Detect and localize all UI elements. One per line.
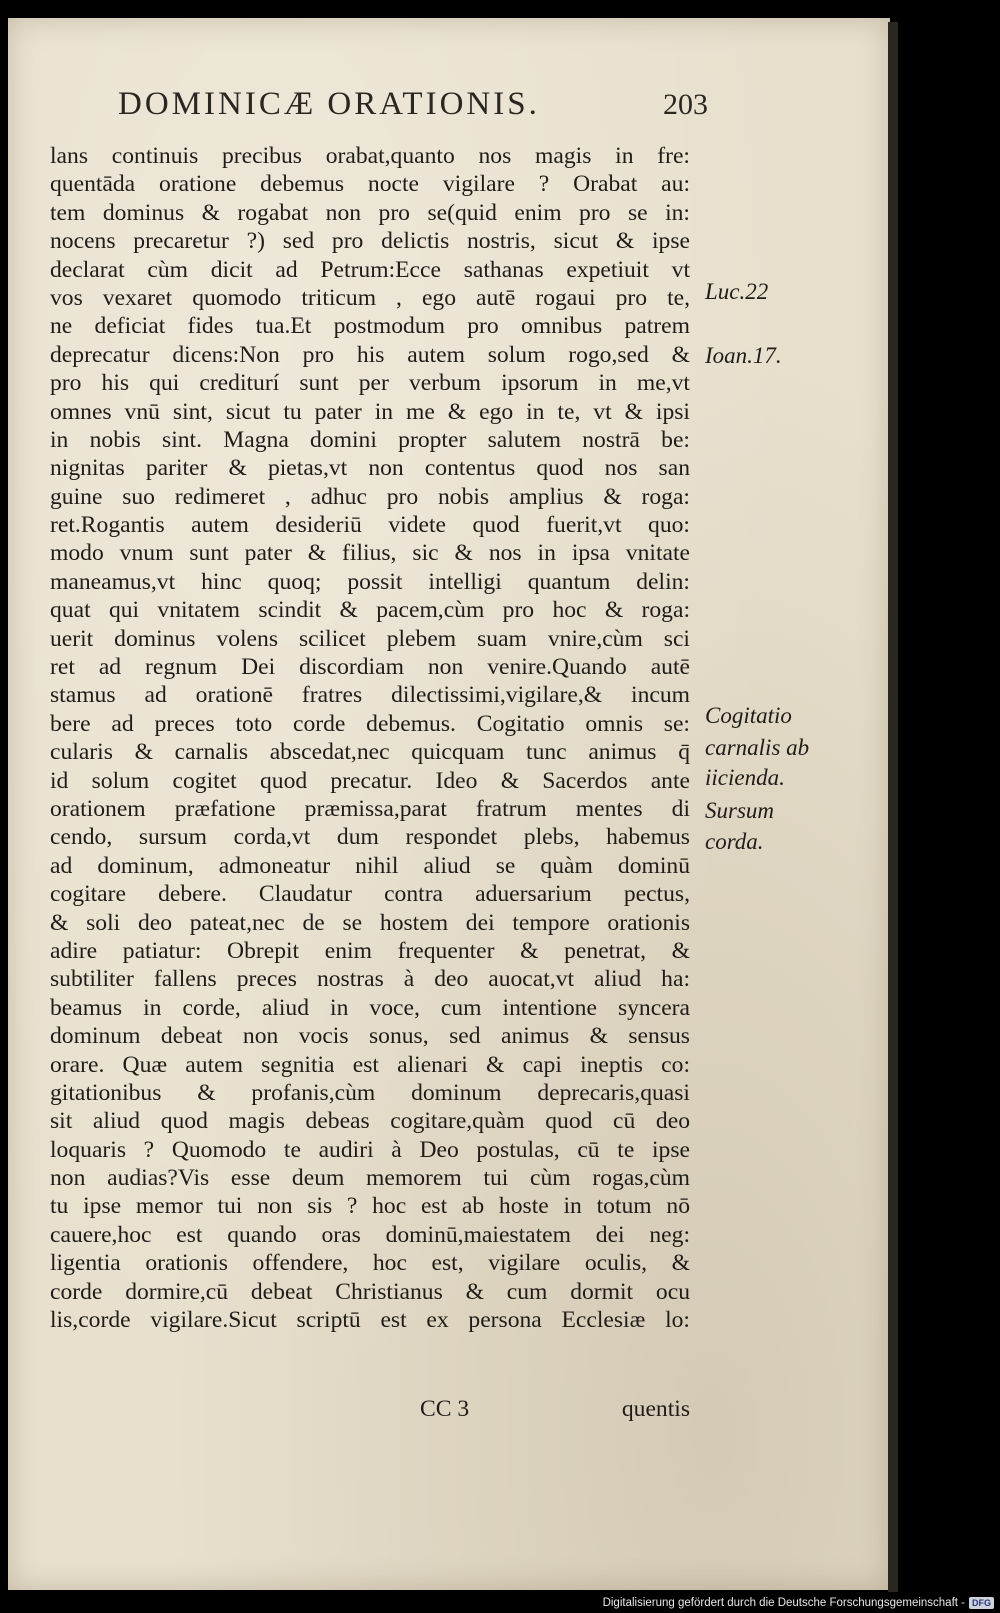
footer-text: Digitalisierung gefördert durch die Deutsche Forschungsgemeinschaft - bbox=[602, 1597, 965, 1609]
text-line: non audias?Vis esse deum memorem tui cùm rogas,cùm bbox=[50, 1165, 690, 1192]
text-line: gitationibus & profanis,cùm dominum deprecaris,quasi bbox=[50, 1079, 690, 1106]
text-line: pro his qui crediturí sunt per verbum ipsorum in me,vt bbox=[50, 370, 690, 397]
text-line: in nobis sint. Magna domini propter salutem nostrā be: bbox=[50, 426, 690, 453]
footer-credit bbox=[603, 1597, 994, 1609]
dfg-logo: DFG bbox=[969, 1597, 994, 1609]
margin-note-sursum: Sursum bbox=[705, 798, 775, 823]
text-line: omnes vnū sint, sicut tu pater in me & ego in te, vt & ipsi bbox=[50, 398, 690, 425]
header-title: DOMINICÆ ORATIONIS. bbox=[118, 86, 540, 122]
catchword: quentis bbox=[621, 1396, 690, 1422]
text-line: lis,corde vigilare.Sicut scriptū est ex persona Ecclesiæ lo: bbox=[50, 1307, 690, 1334]
text-line: ret.Rogantis autem desideriū videte quod fuerit,vt quo: bbox=[50, 512, 690, 539]
text-line: id solum cogitet quod precatur. Ideo & Sacerdos ante bbox=[50, 767, 690, 794]
text-line: bere ad preces toto corde debemus. Cogitatio omnis se: bbox=[50, 710, 690, 737]
text-line: modo vnum sunt pater & filius, sic & nos in ipsa vnitate bbox=[50, 540, 690, 567]
margin-note-luc: Luc.22 bbox=[705, 279, 769, 304]
text-line: nignitas pariter & pietas,vt non contentus quod nos san bbox=[50, 455, 690, 482]
signature-mark: CC 3 bbox=[420, 1396, 470, 1422]
text-line: beamus in corde, aliud in voce, cum intentione syncera bbox=[50, 994, 690, 1021]
text-line: declarat cùm dicit ad Petrum:Ecce sathanas expetiuit vt bbox=[50, 256, 690, 283]
margin-note-cogitatio: Cogitatio bbox=[705, 703, 792, 728]
text-line: ad dominum, admoneatur nihil aliud se quàm dominū bbox=[50, 852, 690, 879]
book-spine bbox=[888, 22, 898, 1592]
text-line: subtiliter fallens preces nostras à deo auocat,vt aliud ha: bbox=[50, 966, 690, 993]
text-line: stamus ad orationē fratres dilectissimi,vigilare,& incum bbox=[50, 682, 690, 709]
text-line: deprecatur dicens:Non pro his autem solum rogo,sed & bbox=[50, 341, 690, 368]
margin-note-iicienda: iicienda. bbox=[705, 765, 785, 790]
text-line: orationem præfatione præmissa,parat fratrum mentes di bbox=[50, 795, 690, 822]
text-line: adire patiatur: Obrepit enim frequenter & penetrat, & bbox=[50, 937, 690, 964]
text-line: guine suo redimeret , adhuc pro nobis amplius & roga: bbox=[50, 483, 690, 510]
text-line: lans continuis precibus orabat,quanto nos magis in fre: bbox=[50, 143, 690, 169]
text-line: tem dominus & rogabat non pro se(quid enim pro se in: bbox=[50, 199, 690, 226]
margin-note-carnalis: carnalis ab bbox=[705, 735, 810, 760]
catchword-line bbox=[420, 1396, 690, 1423]
text-line: uerit dominus volens scilicet plebem suam vnire,cùm sci bbox=[50, 625, 690, 652]
text-line: & soli deo pateat,nec de se hostem dei tempore orationis bbox=[50, 909, 690, 936]
text-line: cogitare debere. Claudatur contra aduersarium pectus, bbox=[50, 881, 690, 908]
text-line: vos vexaret quomodo triticum , ego autē rogaui pro te, bbox=[50, 284, 690, 311]
text-line: ne deficiat fides tua.Et postmodum pro omnibus patrem bbox=[50, 313, 690, 340]
text-line: cauere,hoc est quando oras dominū,maiestatem dei neg: bbox=[50, 1221, 690, 1248]
text-line: cendo, sursum corda,vt dum respondet plebs, habemus bbox=[50, 824, 690, 851]
text-line: quentāda oratione debemus nocte vigilare ? Orabat au: bbox=[50, 171, 690, 198]
text-line: quat qui vnitatem scindit & pacem,cùm pro hoc & roga: bbox=[50, 597, 690, 624]
margin-note-corda: corda. bbox=[705, 829, 764, 854]
text-line: loquaris ? Quomodo te audiri à Deo postulas, cū te ipse bbox=[50, 1136, 690, 1163]
text-line: orare. Quæ autem segnitia est alienari & capi ineptis co: bbox=[50, 1051, 690, 1078]
text-line: corde dormire,cū debeat Christianus & cum dormit ocu bbox=[50, 1278, 690, 1305]
text-line: tu ipse memor tui non sis ? hoc est ab hoste in totum nō bbox=[50, 1193, 690, 1220]
text-line: cularis & carnalis abscedat,nec quicquam tunc animus q̄ bbox=[50, 739, 690, 766]
running-header bbox=[118, 86, 708, 123]
page-number: 203 bbox=[663, 88, 708, 121]
text-line: ligentia orationis offendere, hoc est, vigilare oculis, & bbox=[50, 1250, 690, 1277]
main-text-block bbox=[50, 142, 690, 1334]
margin-note-ioan: Ioan.17. bbox=[705, 343, 782, 368]
text-line: sit aliud quod magis debeas cogitare,quàm quod cū deo bbox=[50, 1108, 690, 1135]
text-line: nocens precaretur ?) sed pro delictis nostris, sicut & ipse bbox=[50, 228, 690, 255]
text-line: maneamus,vt hinc quoq; possit intelligi quantum delin: bbox=[50, 568, 690, 595]
text-line: dominum debeat non vocis sonus, sed animus & sensus bbox=[50, 1023, 690, 1050]
text-line: ret ad regnum Dei discordiam non venire.Quando autē bbox=[50, 654, 690, 681]
